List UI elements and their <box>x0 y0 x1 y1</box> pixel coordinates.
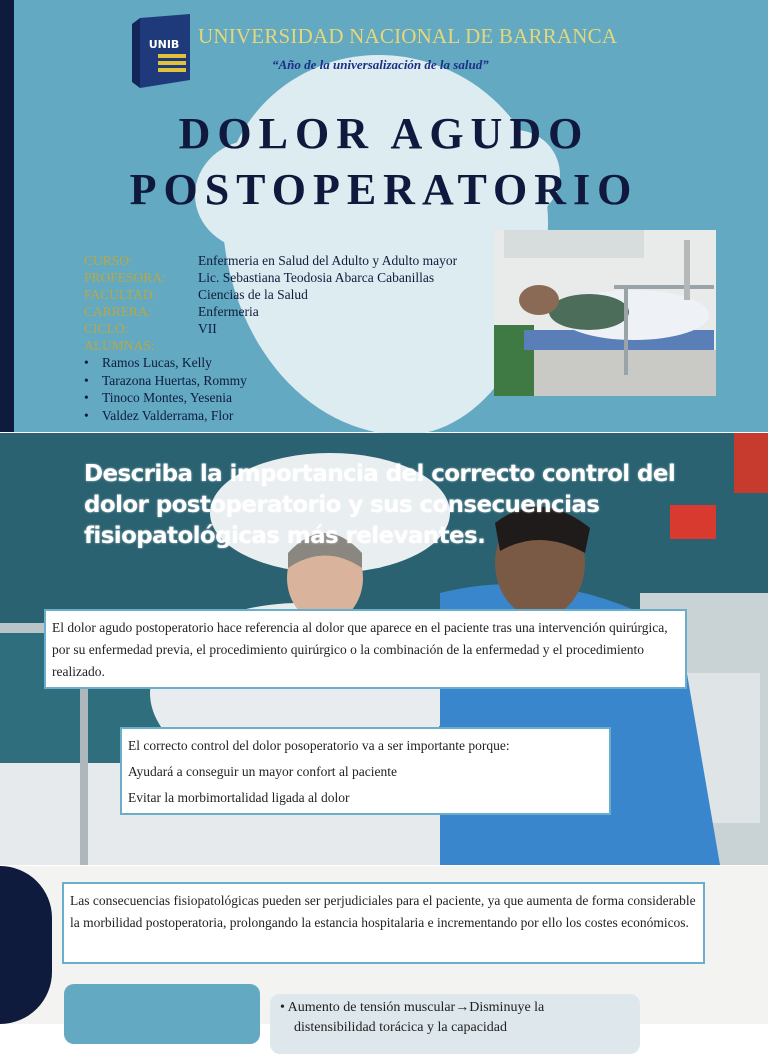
consequences-slide <box>0 866 768 1035</box>
info-row <box>84 252 457 269</box>
consequence-item: Aumento de tensión muscular→Disminuye la <box>287 1000 545 1015</box>
motto: “Año de la universalización de la salud” <box>272 57 489 72</box>
info-value: Enfermeria <box>198 304 259 319</box>
info-row <box>84 286 457 303</box>
info-row <box>84 320 457 337</box>
students-list <box>84 354 247 424</box>
students-label: ALUMNAS: <box>84 338 155 353</box>
info-key: PROFESORA: <box>84 270 166 285</box>
info-key: FACULTAD: <box>84 287 157 302</box>
left-accent-bar <box>0 0 14 432</box>
info-key: CARRERA: <box>84 304 152 319</box>
importance-point: Evitar la morbimortalidad ligada al dolor <box>128 790 350 805</box>
patient-photo <box>494 230 716 396</box>
left-accent-shape <box>0 866 52 1024</box>
importance-point: Ayudará a conseguir un mayor confort al paciente <box>128 764 398 779</box>
title-slide <box>0 0 768 432</box>
list-item: • Tarazona Huertas, Rommy <box>84 372 247 388</box>
info-row <box>84 269 457 286</box>
importance-slide <box>0 433 768 865</box>
student-name: Tinoco Montes, Yesenia <box>102 390 233 405</box>
slide-heading: Describa la importancia del correcto control del dolor postoperatorio y sus consecuencias fisiopatológicas más relevantes. <box>84 461 676 549</box>
student-name: Valdez Valderrama, Flor <box>102 407 234 423</box>
importance-intro: El correcto control del dolor posoperatorio va a ser importante porque: <box>128 738 510 753</box>
list-item: • Aumento de tensión muscular→Disminuye la <box>280 1000 545 1015</box>
info-value: Enfermeria en Salud del Adulto y Adulto mayor <box>198 253 458 268</box>
info-row <box>84 337 457 354</box>
info-value: VII <box>198 321 217 336</box>
university-name: UNIVERSIDAD NACIONAL DE BARRANCA <box>198 24 618 48</box>
consequence-list <box>270 994 640 1054</box>
importance-box <box>120 727 611 815</box>
definition-box: El dolor agudo postoperatorio hace referencia al dolor que aparece en el paciente tras una intervención quirúrgica, por su enfermedad previa, el procedimiento quirúrgico o la combinación de la enfermedad y el procedimiento realizado. <box>44 609 687 689</box>
info-row <box>84 303 457 320</box>
logo-text: UNIB <box>148 38 180 51</box>
consequence-card <box>64 984 260 1044</box>
info-value: Ciencias de la Salud <box>198 287 308 302</box>
student-name: Ramos Lucas, Kelly <box>102 355 212 370</box>
title-line-1: DOLOR AGUDO <box>178 109 590 158</box>
list-item: • Ramos Lucas, Kelly <box>84 355 212 370</box>
list-item: • Tinoco Montes, Yesenia <box>84 390 233 405</box>
student-name: Tarazona Huertas, Rommy <box>102 372 247 388</box>
university-logo <box>132 14 196 88</box>
consequence-item-cont: distensibilidad torácica y la capacidad <box>294 1020 508 1035</box>
consequences-box: Las consecuencias fisiopatológicas pueden ser perjudiciales para el paciente, ya que aumenta de forma considerable la morbilidad postoperatoria, prolongando la estancia hospitalaria e incrementando por ello los costes económicos. <box>62 882 705 964</box>
info-key: CURSO: <box>84 253 133 268</box>
title-line-2: POSTOPERATORIO <box>129 165 639 214</box>
list-item: • Valdez Valderrama, Flor <box>84 407 234 423</box>
info-key: CICLO: <box>84 321 129 336</box>
course-info <box>84 252 457 354</box>
info-value: Lic. Sebastiana Teodosia Abarca Cabanillas <box>198 270 435 285</box>
